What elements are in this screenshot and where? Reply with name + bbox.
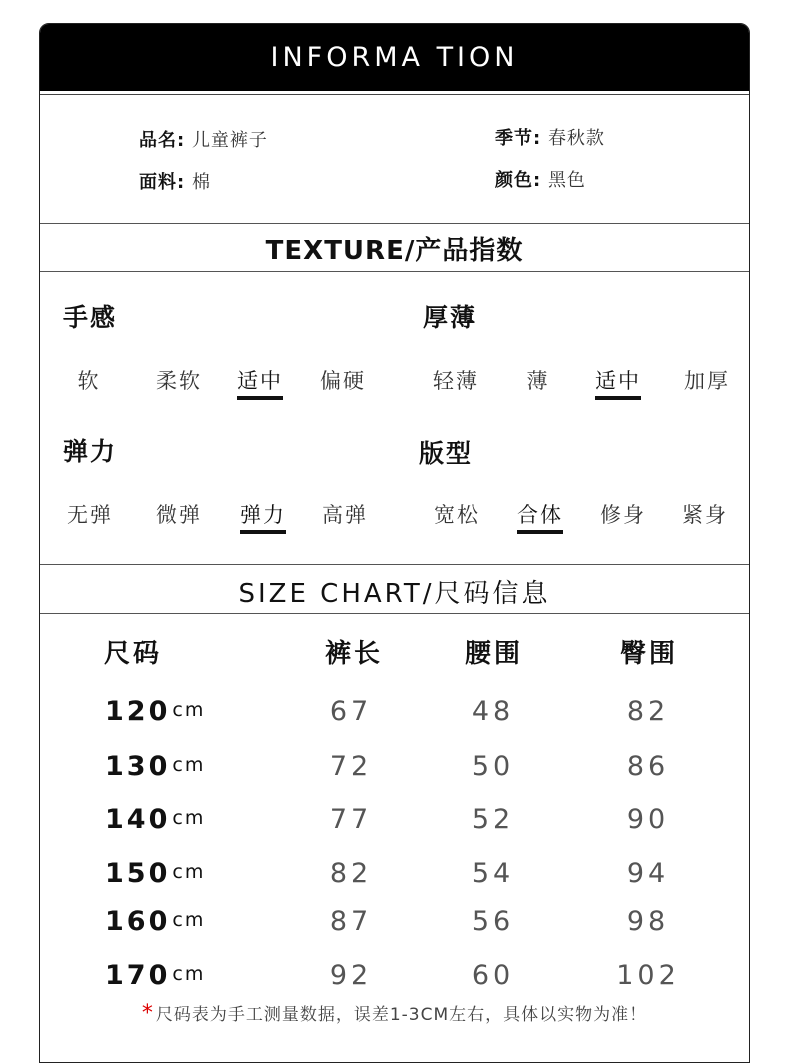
- header-rule: [40, 94, 749, 95]
- texture-option-selected: 适中: [578, 365, 658, 400]
- hip-cell: 82: [626, 696, 670, 727]
- texture-option-selected: 合体: [500, 499, 580, 534]
- info-name-value: 儿童裤子: [191, 130, 268, 151]
- texture-group-title: 弹力: [63, 437, 118, 466]
- hip-header: 臀围: [620, 639, 679, 669]
- waist-header: 腰围: [465, 639, 524, 669]
- info-season-label: 季节:: [495, 128, 542, 149]
- length-cell: 82: [329, 858, 373, 889]
- texture-option: 紧身: [682, 503, 728, 527]
- length-cell: 92: [329, 960, 373, 991]
- divider: [40, 271, 749, 272]
- information-header: [40, 24, 749, 91]
- texture-option: 偏硬: [320, 369, 366, 393]
- size-cell: 140 cm: [105, 804, 206, 835]
- texture-option: 微弹: [156, 503, 202, 527]
- length-cell: 72: [329, 751, 373, 782]
- information-title: INFORMA TION: [270, 42, 519, 73]
- size-cell: 130 cm: [105, 751, 206, 782]
- waist-cell: 60: [471, 960, 515, 991]
- length-cell: 77: [329, 804, 373, 835]
- divider: [40, 223, 749, 224]
- measurement-note: [40, 1000, 749, 1026]
- info-color: [495, 166, 586, 192]
- length-cell: 87: [329, 906, 373, 937]
- length-header: 裤长: [325, 639, 384, 669]
- product-info-card: [39, 23, 750, 1063]
- texture-option: 宽松: [434, 503, 480, 527]
- size-cell: 150 cm: [105, 858, 206, 889]
- texture-title: TEXTURE/产品指数: [265, 236, 524, 266]
- info-season-value: 春秋款: [547, 128, 605, 149]
- texture-option: 无弹: [67, 503, 113, 527]
- hip-cell: 98: [626, 906, 670, 937]
- texture-option: 轻薄: [433, 369, 479, 393]
- texture-option: 高弹: [322, 503, 368, 527]
- waist-cell: 54: [471, 858, 515, 889]
- hip-cell: 94: [626, 858, 670, 889]
- texture-option: 薄: [526, 369, 550, 393]
- texture-group-title: 手感: [63, 303, 118, 332]
- hip-cell: 86: [626, 751, 670, 782]
- texture-option: 软: [77, 369, 101, 393]
- waist-cell: 56: [471, 906, 515, 937]
- info-name-label: 品名:: [139, 130, 186, 151]
- hip-cell: 90: [626, 804, 670, 835]
- note-star-icon: *: [141, 1001, 154, 1026]
- divider: [40, 613, 749, 614]
- hip-cell: 102: [616, 960, 680, 991]
- info-name: [139, 126, 268, 152]
- divider: [40, 564, 749, 565]
- note-text: 尺码表为手工测量数据，误差1-3CM左右，具体以实物为准！: [155, 1005, 648, 1025]
- texture-option: 加厚: [684, 369, 730, 393]
- texture-option: 修身: [600, 503, 646, 527]
- waist-cell: 48: [471, 696, 515, 727]
- waist-cell: 52: [471, 804, 515, 835]
- texture-group-title: 版型: [419, 439, 474, 468]
- texture-option: 柔软: [156, 369, 202, 393]
- info-color-label: 颜色:: [495, 170, 542, 191]
- info-color-value: 黑色: [547, 170, 586, 191]
- size-cell: 170 cm: [105, 960, 206, 991]
- texture-option-selected: 弹力: [223, 499, 303, 534]
- info-fabric: [139, 168, 211, 194]
- info-season: [495, 124, 605, 150]
- texture-group-title: 厚薄: [423, 303, 478, 332]
- size-header: 尺码: [104, 639, 163, 669]
- texture-option-selected: 适中: [220, 365, 300, 400]
- size-cell: 160 cm: [105, 906, 206, 937]
- waist-cell: 50: [471, 751, 515, 782]
- length-cell: 67: [329, 696, 373, 727]
- size-chart-title: SIZE CHART/尺码信息: [238, 579, 551, 609]
- info-fabric-label: 面料:: [139, 172, 186, 193]
- info-fabric-value: 棉: [191, 172, 211, 193]
- size-cell: 120 cm: [105, 696, 206, 727]
